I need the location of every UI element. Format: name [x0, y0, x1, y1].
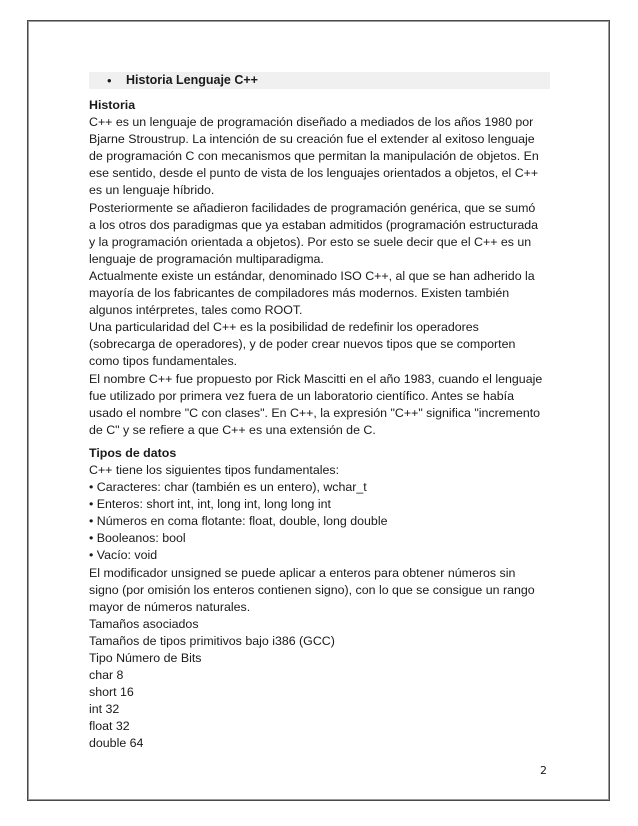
- page-number: 2: [540, 764, 547, 777]
- text-line: Tipo Número de Bits: [89, 651, 202, 665]
- text-line: double 64: [89, 736, 144, 751]
- text-line: C++ es un lenguaje de programación diseñado a mediados de los años 1980 por: [89, 115, 534, 130]
- text-line: • Enteros: short int, int, long int, long long int: [89, 497, 331, 512]
- text-line: Tamaños asociados: [89, 616, 199, 631]
- text-line: Posteriormente se añadieron facilidades de programación genérica, que se sumó: [89, 200, 536, 215]
- section-tipos-paragraphs: [89, 462, 559, 753]
- document-body: [89, 97, 559, 753]
- text-line: y la programación orientada a objetos). Por esto se suele decir que el C++ es un: [89, 234, 532, 249]
- text-line: short 16: [89, 685, 134, 700]
- text-line: ese sentido, desde el punto de vista de los lenguajes orientados a objetos, el C++: [89, 166, 539, 181]
- text-line: (sobrecarga de operadores), y de poder crear nuevos tipos que se comporten: [89, 337, 516, 352]
- text-line: signo (por omisión los enteros contienen signo), con lo que se consigue un rango: [89, 582, 535, 597]
- text-line: Una particularidad del C++ es la posibilidad de redefinir los operadores: [89, 320, 479, 335]
- text-line: mayor de números naturales.: [89, 599, 251, 614]
- text-line: a los otros dos paradigmas que ya estaban admitidos (programación estructurada: [89, 217, 539, 232]
- text-line: • Vacío: void: [89, 548, 158, 563]
- text-line: C++ tiene los siguientes tipos fundamentales:: [89, 462, 340, 477]
- text-line: • Números en coma flotante: float, double, long double: [89, 514, 388, 529]
- text-line: • Booleanos: bool: [89, 531, 186, 546]
- text-line: • Caracteres: char (también es un entero), wchar_t: [89, 480, 367, 495]
- section-historia-paragraphs: [89, 114, 559, 439]
- text-line: El modificador unsigned se puede aplicar a enteros para obtener números sin: [89, 565, 516, 580]
- text-line: es un lenguaje híbrido.: [89, 183, 215, 198]
- text-line: char 8: [89, 668, 124, 683]
- text-line: El nombre C++ fue propuesto por Rick Mascitti en el año 1983, cuando el lenguaje: [89, 371, 543, 386]
- text-line: Bjarne Stroustrup. La intención de su creación fue el extender al exitoso lenguaje: [89, 132, 535, 147]
- text-line: Tamaños de tipos primitivos bajo i386 (GCC): [89, 633, 335, 648]
- text-line: fue utilizado por primera vez fuera de un laboratorio científico. Antes se había: [89, 388, 514, 403]
- section-title-historia: Historia: [89, 98, 136, 112]
- text-line: int 32: [89, 702, 120, 717]
- text-line: Actualmente existe un estándar, denominado ISO C++, al que se han adherido la: [89, 268, 535, 283]
- section-title-tipos-de-datos: Tipos de datos: [89, 445, 177, 460]
- text-line: de C" y se refiere a que C++ es una extensión de C.: [89, 422, 376, 437]
- text-line: float 32: [89, 719, 130, 734]
- text-line: mayoría de los fabricantes de compiladores más modernos. Existen también: [89, 286, 510, 301]
- text-line: algunos intérpretes, tales como ROOT.: [89, 303, 303, 318]
- text-line: lenguaje de programación multiparadigma.: [89, 251, 324, 266]
- text-line: como tipos fundamentales.: [89, 354, 238, 369]
- text-line: usado el nombre "C con clases". En C++, la expresión "C++" significa "incremento: [89, 405, 541, 420]
- text-line: de programación C con mecanismos que permitan la manipulación de objetos. En: [89, 149, 539, 164]
- bullet-icon: •: [107, 73, 112, 88]
- page-heading: Historia Lenguaje C++: [126, 73, 258, 87]
